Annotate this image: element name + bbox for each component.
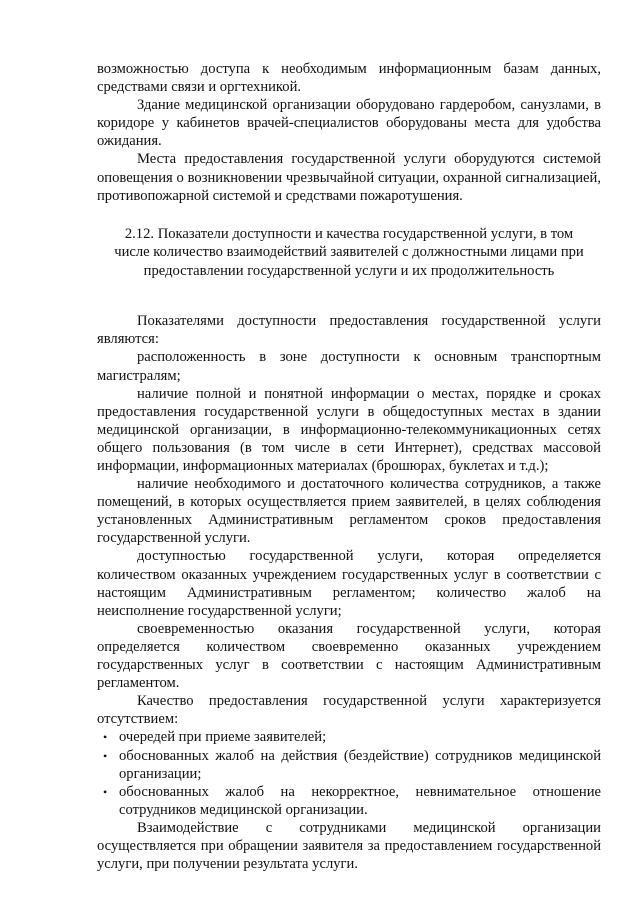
paragraph-quality-intro: Качество предоставления государственной услуги характеризуется отсутствием: [97,693,601,728]
paragraph-building-equipment: Здание медицинской организации оборудовано гардеробом, санузлами, в коридоре у кабинетов врачей-специалистов оборудованы места для удобства ожидания. [97,97,601,150]
heading-line: числе количество взаимодействий заявителей с должностными лицами при [114,244,584,261]
bullet-icon: • [103,730,108,745]
list-item-text: обоснованных жалоб на действия (бездействие) сотрудников медицинской организации; [119,747,601,782]
bullet-icon: • [103,784,108,799]
list-item-text: очередей при приеме заявителей; [119,729,327,746]
paragraph-safety-systems: Места предоставления государственной услуги оборудуются системой оповещения о возникновении чрезвычайной ситуации, охранной сигнализацией, противопожарной системой и средствами пожаротушения. [97,151,601,204]
list-item [97,783,601,819]
paragraph-interaction: Взаимодействие с сотрудниками медицинской организации осуществляется при обращении заявителя за предоставлением государственной услуги, при получении результата услуги. [97,819,601,873]
quality-bullet-list [97,728,601,818]
section-heading-2-12 [97,225,601,281]
list-item [97,747,601,783]
list-item [97,728,601,746]
paragraph-service-accessibility: доступностью государственной услуги, которая определяется количеством оказанных учреждением государственных услуг в соответствии с настоящим Административным регламентом; количество жалоб на неисполнение государственной услуги; [97,548,601,619]
paragraph-timeliness: своевременностью оказания государственной услуги, которая определяется количеством своевременно оказанных учреждением государственных услуг в соответствии с настоящим Административным регламентом. [97,620,601,692]
paragraph-staff-premises: наличие необходимого и достаточного количества сотрудников, а также помещений, в которых осуществляется прием заявителей, в целях соблюдения установленных Административным регламентом сроков предоставления государственной услуги. [97,476,601,547]
paragraph-transport-location: расположенность в зоне доступности к основным транспортным магистралям; [97,349,601,384]
heading-line: предоставлении государственной услуги и их продолжительность [143,262,555,279]
paragraph-information-availability: наличие полной и понятной информации о местах, порядке и сроках предоставления государственной услуги в общедоступных местах в здании медицинской организации, в информационно-телекоммуникационных сетях общего пользования (в том числе в сети Интернет), средствах массовой информации, информационных материалах (брошюрах, буклетах и т.д.); [97,385,601,474]
paragraph-continued: возможностью доступа к необходимым информационным базам данных, средствами связи и оргтехникой. [97,61,601,96]
heading-line: 2.12. Показатели доступности и качества государственной услуги, в том [124,225,574,242]
paragraph-accessibility-indicators: Показателями доступности предоставления государственной услуги являются: [97,313,601,348]
document-page [97,60,601,873]
list-item-text: обоснованных жалоб на некорректное, невнимательное отношение сотрудников медицинской организации. [119,783,601,818]
bullet-icon: • [103,748,108,763]
